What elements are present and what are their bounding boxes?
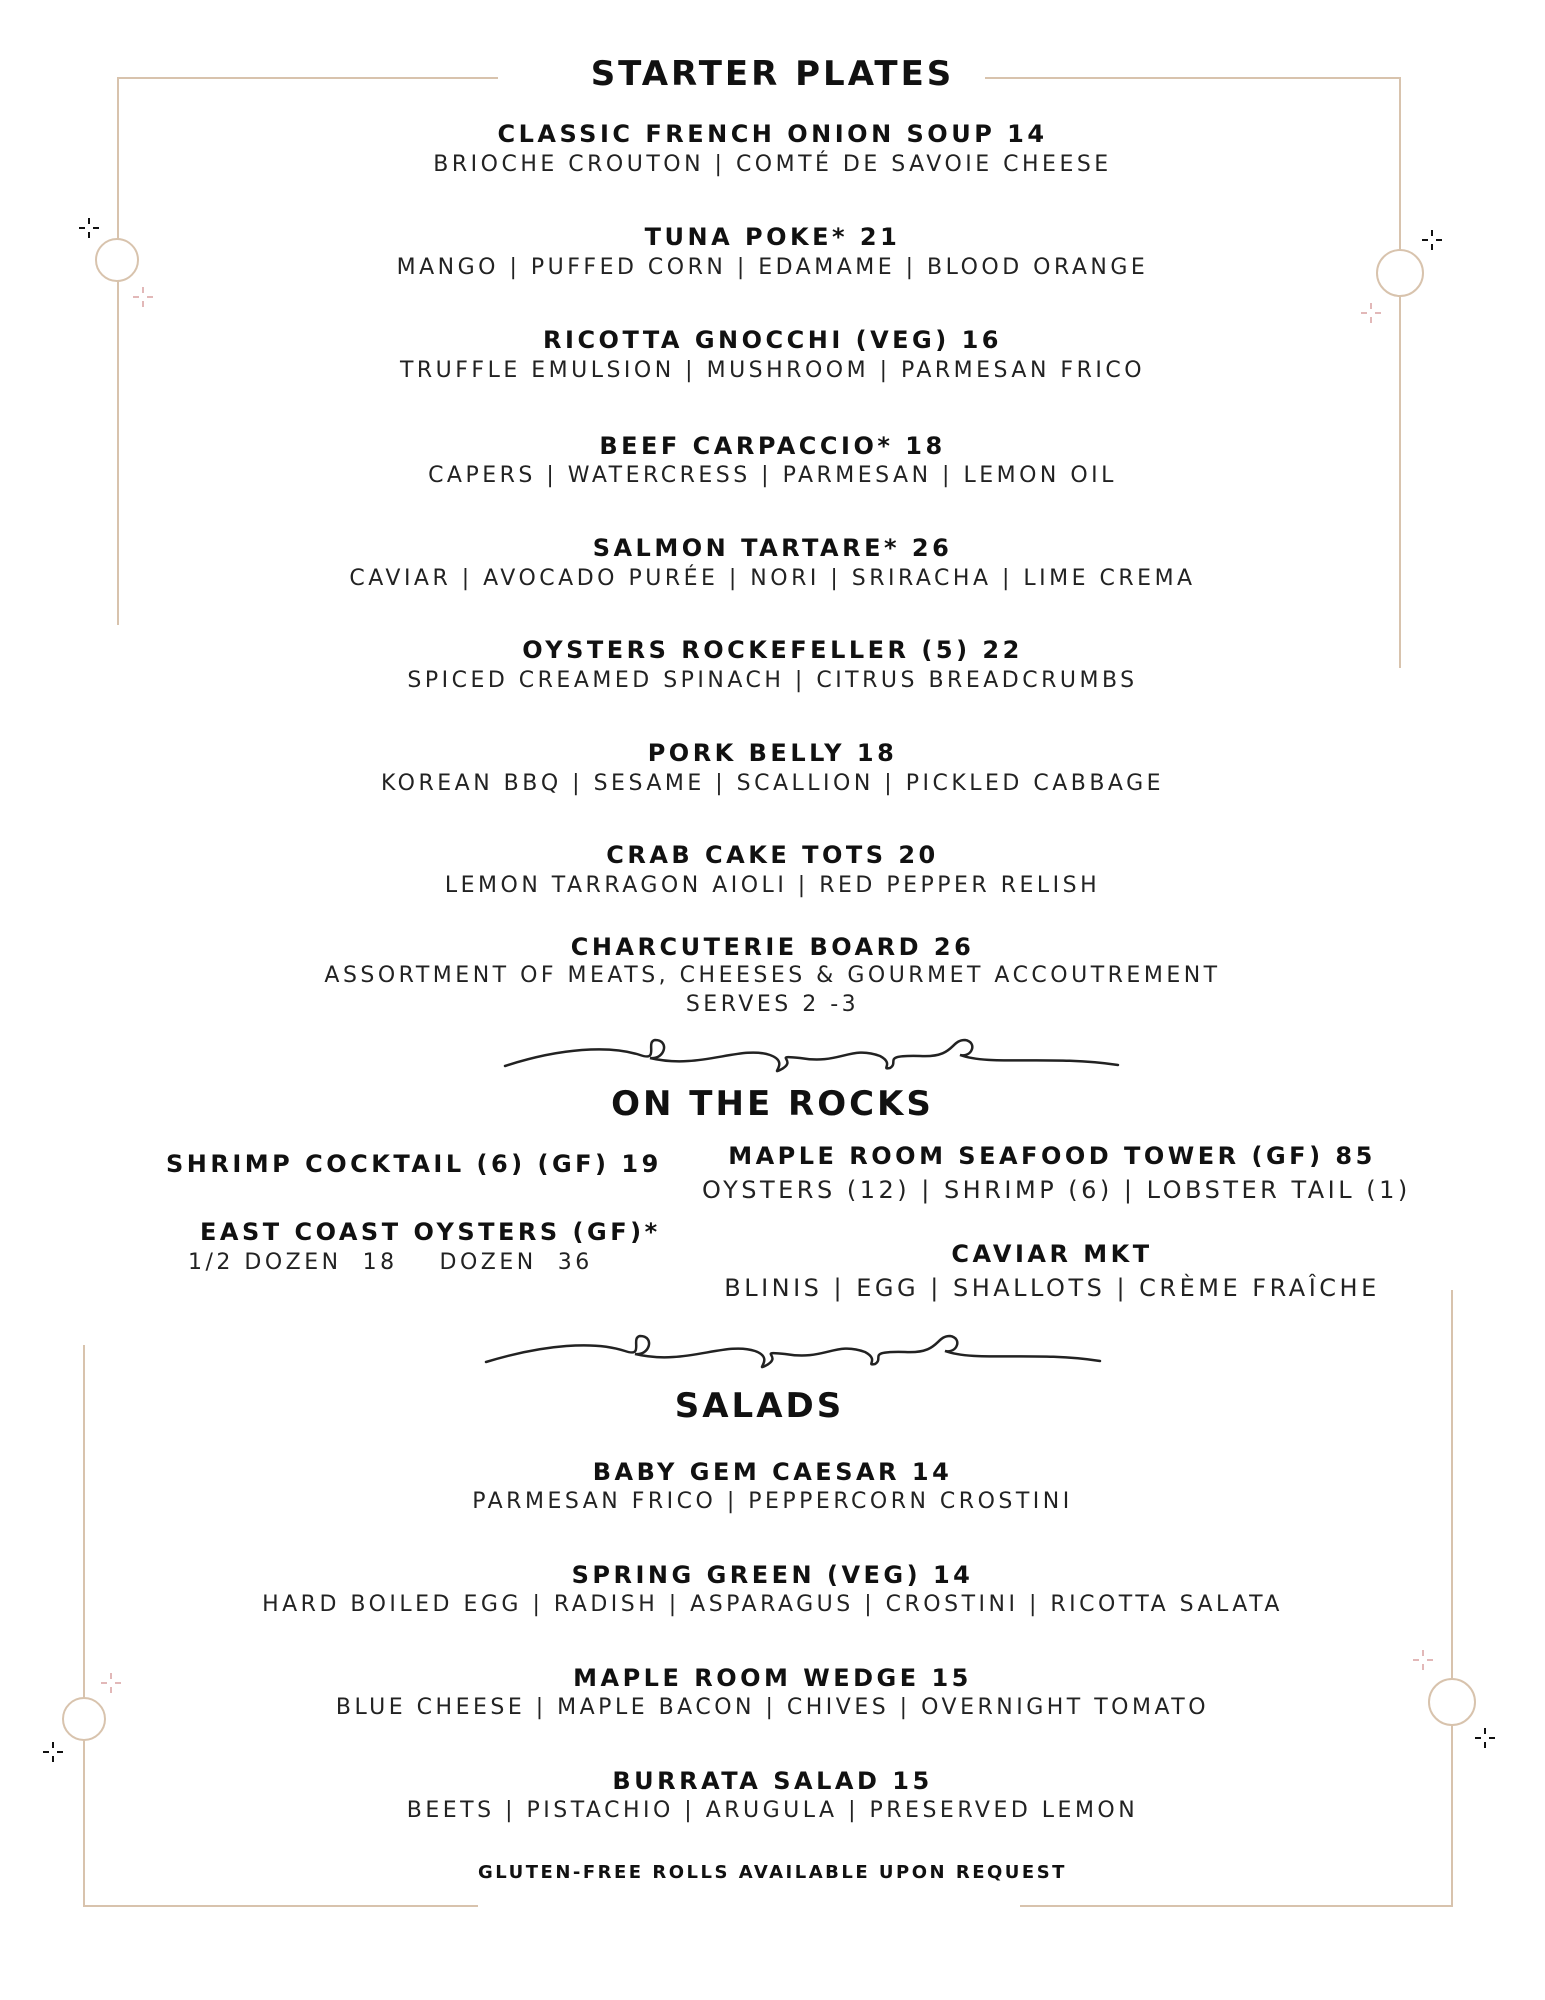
shrimp-cocktail-name: SHRIMP COCKTAIL (6) (GF) 19 xyxy=(166,1150,662,1178)
caviar-block xyxy=(702,1240,1402,1302)
salad-item-name: BURRATA SALAD 15 xyxy=(612,1767,933,1795)
caviar-name: CAVIAR MKT xyxy=(951,1240,1153,1268)
starter-plates-title: STARTER PLATES xyxy=(590,54,955,94)
seafood-tower-block xyxy=(702,1142,1411,1204)
sparkle-icon-top-right-pink xyxy=(1361,303,1381,323)
menu-item-description: KOREAN BBQ | SESAME | SCALLION | PICKLED CABBAGE xyxy=(380,771,1165,796)
salad-item-description: BLUE CHEESE | MAPLE BACON | CHIVES | OVERNIGHT TOMATO xyxy=(335,1695,1210,1720)
flourish-divider-bottom xyxy=(486,1336,1100,1367)
on-the-rocks-title: ON THE ROCKS xyxy=(611,1084,934,1124)
salad-item-name: MAPLE ROOM WEDGE 15 xyxy=(573,1664,972,1692)
menu-item-description: MANGO | PUFFED CORN | EDAMAME | BLOOD ORANGE xyxy=(396,255,1149,280)
menu-item-description: SPICED CREAMED SPINACH | CITRUS BREADCRUMBS xyxy=(407,668,1138,693)
salad-item-description: PARMESAN FRICO | PEPPERCORN CROSTINI xyxy=(472,1489,1073,1514)
menu-item-name: TUNA POKE* 21 xyxy=(644,223,901,251)
sparkle-icon-bottom-left-dark xyxy=(43,1742,63,1762)
menu-item-description: BRIOCHE CROUTON | COMTÉ DE SAVOIE CHEESE xyxy=(433,152,1112,177)
flourish-divider-top xyxy=(505,1040,1118,1071)
gluten-free-note: GLUTEN-FREE ROLLS AVAILABLE UPON REQUEST xyxy=(478,1862,1067,1883)
salad-item-name: SPRING GREEN (VEG) 14 xyxy=(571,1561,974,1589)
east-coast-oysters-prices: 1/2 DOZEN 18 DOZEN 36 xyxy=(188,1250,593,1275)
menu-item-name: CHARCUTERIE BOARD 26 xyxy=(570,933,975,961)
menu-item-name: CRAB CAKE TOTS 20 xyxy=(606,841,939,869)
menu-item-name: OYSTERS ROCKEFELLER (5) 22 xyxy=(522,636,1023,664)
east-coast-oysters-name: EAST COAST OYSTERS (GF)* xyxy=(200,1218,661,1246)
seafood-tower-description: OYSTERS (12) | SHRIMP (6) | LOBSTER TAIL (1) xyxy=(702,1176,1411,1204)
menu-item-description: CAPERS | WATERCRESS | PARMESAN | LEMON OIL xyxy=(428,463,1117,488)
menu-item-name: PORK BELLY 18 xyxy=(647,739,898,767)
sparkle-icon-bottom-right-dark xyxy=(1475,1728,1495,1748)
salad-item-description: BEETS | PISTACHIO | ARUGULA | PRESERVED LEMON xyxy=(406,1798,1139,1823)
salad-item-name: BABY GEM CAESAR 14 xyxy=(592,1458,953,1486)
salads-title: SALADS xyxy=(674,1386,845,1426)
sparkle-icon-top-left-pink xyxy=(133,287,153,307)
menu-item-name: BEEF CARPACCIO* 18 xyxy=(599,432,946,460)
menu-item-description: LEMON TARRAGON AIOLI | RED PEPPER RELISH xyxy=(444,873,1101,898)
menu-item-description-line-2: SERVES 2 -3 xyxy=(685,992,860,1017)
menu-item-name: CLASSIC FRENCH ONION SOUP 14 xyxy=(497,120,1048,148)
seafood-tower-name: MAPLE ROOM SEAFOOD TOWER (GF) 85 xyxy=(728,1142,1376,1170)
menu-item-name: RICOTTA GNOCCHI (VEG) 16 xyxy=(543,326,1002,354)
salad-item-description: HARD BOILED EGG | RADISH | ASPARAGUS | CROSTINI | RICOTTA SALATA xyxy=(262,1592,1283,1617)
menu-item-description: TRUFFLE EMULSION | MUSHROOM | PARMESAN FRICO xyxy=(399,358,1146,383)
menu-item-description: CAVIAR | AVOCADO PURÉE | NORI | SRIRACHA | LIME CREMA xyxy=(349,566,1196,591)
menu-item-name: SALMON TARTARE* 26 xyxy=(592,534,953,562)
menu-item-description: ASSORTMENT OF MEATS, CHEESES & GOURMET ACCOUTREMENT xyxy=(324,963,1221,988)
caviar-description: BLINIS | EGG | SHALLOTS | CRÈME FRAÎCHE xyxy=(724,1274,1380,1302)
